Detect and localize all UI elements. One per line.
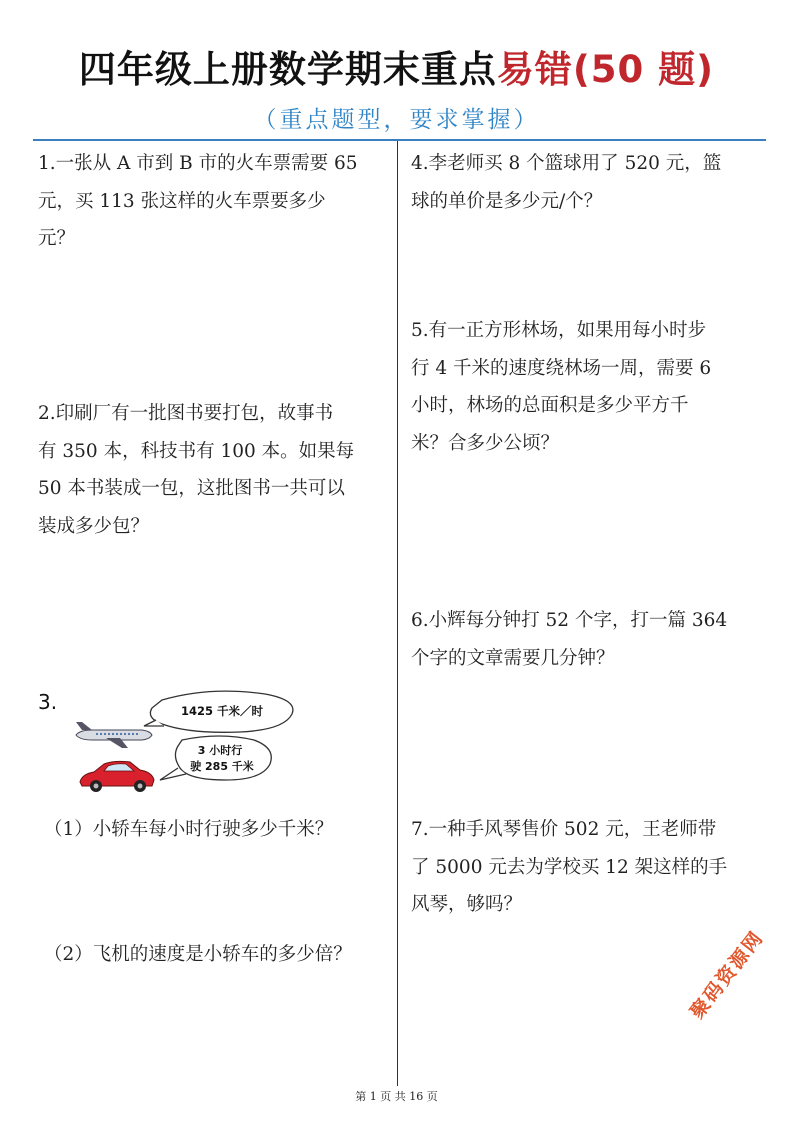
page-title	[0, 44, 793, 96]
question-6	[411, 602, 759, 677]
question-line: 小时，林场的总面积是多少平方千	[411, 395, 689, 416]
question-3-part-2: （2）飞机的速度是小轿车的多少倍？	[44, 944, 352, 965]
watermark-stamp: 聚码资源网	[686, 926, 769, 1024]
question-line: 5.有一正方形林场，如果用每小时步	[411, 320, 707, 341]
question-line: 有 350 本，科技书有 100 本。如果每	[38, 440, 355, 462]
page-subtitle: （重点题型，要求掌握）	[253, 107, 540, 133]
column-divider	[397, 141, 398, 1086]
question-3-part-1: （1）小轿车每小时行驶多少千米？	[44, 819, 334, 840]
car-bubble-line-1: 3 小时行	[197, 744, 243, 757]
question-4	[411, 145, 759, 220]
question-2	[38, 395, 386, 545]
question-5	[411, 312, 759, 462]
plane-speed-label: 1425 千米／时	[180, 704, 264, 718]
car-bubble-line-2: 驶 285 千米	[190, 760, 254, 773]
question-line: 50 本书装成一包，这批图书一共可以	[38, 478, 345, 499]
question-line: 元？	[38, 228, 76, 249]
question-line: 米？合多少公顷？	[411, 432, 560, 454]
question-line: 元，买 113 张这样的火车票要多少	[38, 190, 326, 212]
car-icon	[80, 761, 154, 792]
title-highlight: 易错(50 题)	[496, 48, 715, 91]
question-line: 7.一种手风琴售价 502 元，王老师带	[411, 819, 717, 840]
page-footer: 第 1 页 共 16 页	[355, 1090, 438, 1103]
question-line: 球的单价是多少元/个？	[411, 190, 603, 212]
question-line: 行 4 千米的速度绕林场一周，需要 6	[411, 357, 712, 379]
question-7	[411, 811, 759, 924]
question-3-number: 3.	[38, 690, 58, 714]
header-rule	[33, 139, 766, 141]
question-line: 6.小辉每分钟打 52 个字，打一篇 364	[411, 610, 728, 631]
question-line: 风琴，够吗？	[411, 894, 523, 915]
car-speech-bubble	[175, 736, 271, 780]
question-line: 装成多少包？	[38, 515, 150, 537]
question-3-illustration	[70, 688, 310, 798]
question-line: 了 5000 元去为学校买 12 架这样的手	[411, 856, 728, 878]
question-line: 4.李老师买 8 个篮球用了 520 元，篮	[411, 153, 722, 174]
question-line: 2.印刷厂有一批图书要打包，故事书	[38, 403, 334, 424]
question-1	[38, 145, 386, 258]
airplane-icon	[76, 722, 152, 748]
question-line: 个字的文章需要几分钟？	[411, 647, 615, 669]
question-line: 1.一张从 A 市到 B 市的火车票需要 65	[38, 153, 358, 174]
title-main: 四年级上册数学期末重点	[78, 48, 497, 91]
